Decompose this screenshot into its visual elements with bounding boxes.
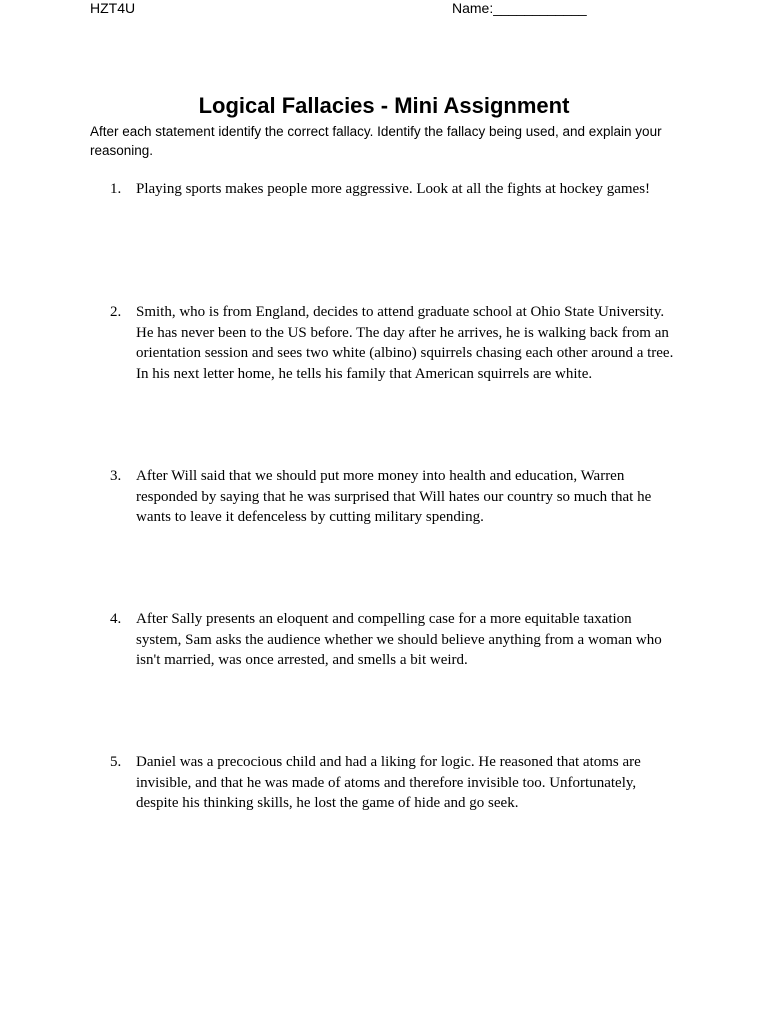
question-text: After Sally presents an eloquent and compelling case for a more equitable taxation system, Sam asks the audience whether we should believe anything from a woman who isn't married, was once arrested, and smells a bit weird.	[136, 611, 662, 669]
question-text: Playing sports makes people more aggressive. Look at all the fights at hockey games!	[136, 181, 651, 197]
instructions: After each statement identify the correct fallacy. Identify the fallacy being used, and explain your reasoning.	[90, 124, 662, 158]
name-field: Name:____________	[452, 0, 587, 16]
question-2	[110, 302, 680, 385]
question-text: After Will said that we should put more money into health and education, Warren responded by saying that he was surprised that Will hates our country so much that he wants to leave it defenceless by cutting military spending.	[136, 468, 652, 526]
question-number: 5.	[110, 754, 122, 770]
question-4	[110, 609, 680, 671]
page-title: Logical Fallacies - Mini Assignment	[198, 93, 570, 118]
question-number: 3.	[110, 468, 122, 484]
question-number: 2.	[110, 304, 122, 320]
question-5	[110, 752, 680, 814]
question-1	[110, 179, 680, 200]
question-text: Daniel was a precocious child and had a liking for logic. He reasoned that atoms are invisible, and that he was made of atoms and therefore invisible too. Unfortunately, despite his thinking skills, he lost the game of hide and go seek.	[136, 754, 641, 812]
question-number: 1.	[110, 181, 122, 197]
question-3	[110, 466, 680, 528]
course-code: HZT4U	[90, 0, 136, 16]
question-text: Smith, who is from England, decides to attend graduate school at Ohio State University. He has never been to the US before. The day after he arrives, he is walking back from an orientation session and sees two white (albino) squirrels chasing each other around a tree. In his next letter home, he tells his family that American squirrels are white.	[136, 304, 674, 383]
question-number: 4.	[110, 611, 122, 627]
